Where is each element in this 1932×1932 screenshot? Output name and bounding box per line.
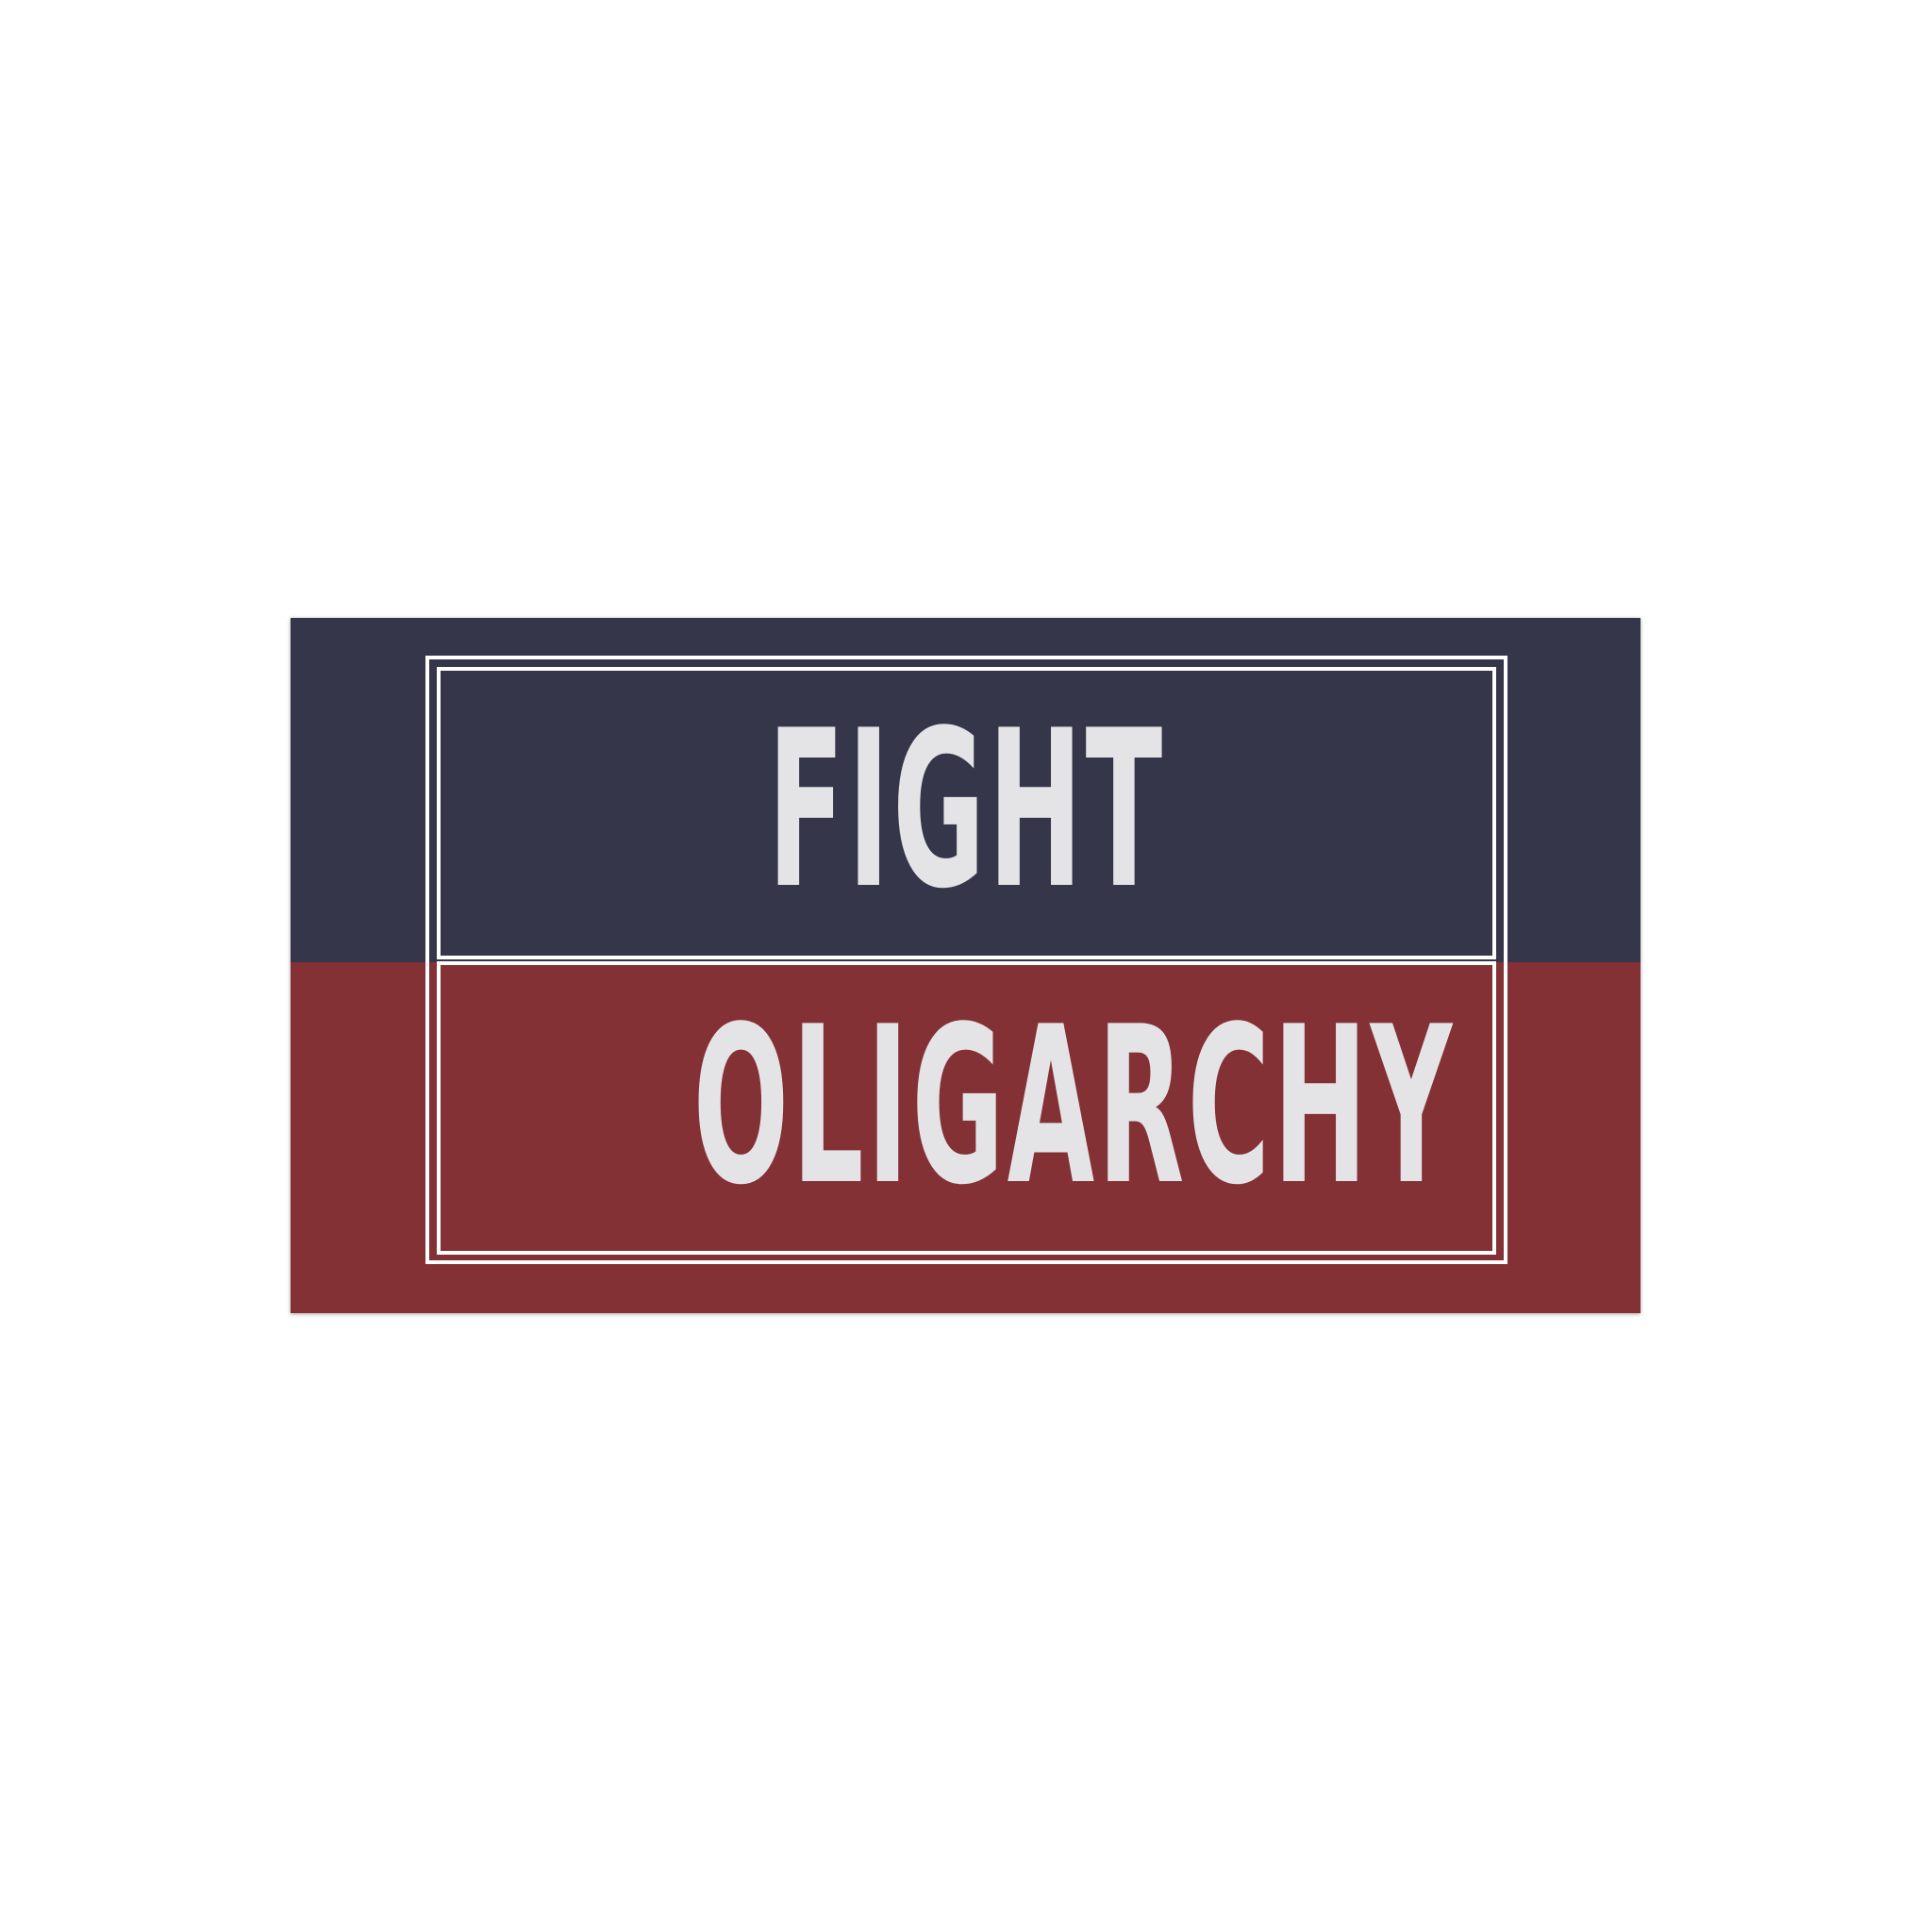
headline-fight: FIGHT [767, 685, 1166, 937]
top-frame-box [437, 667, 1496, 959]
headline-oligarchy: OLIGARCHY [692, 981, 1456, 1233]
sticker-graphic [291, 618, 1641, 1313]
bottom-frame-box [437, 961, 1496, 1255]
